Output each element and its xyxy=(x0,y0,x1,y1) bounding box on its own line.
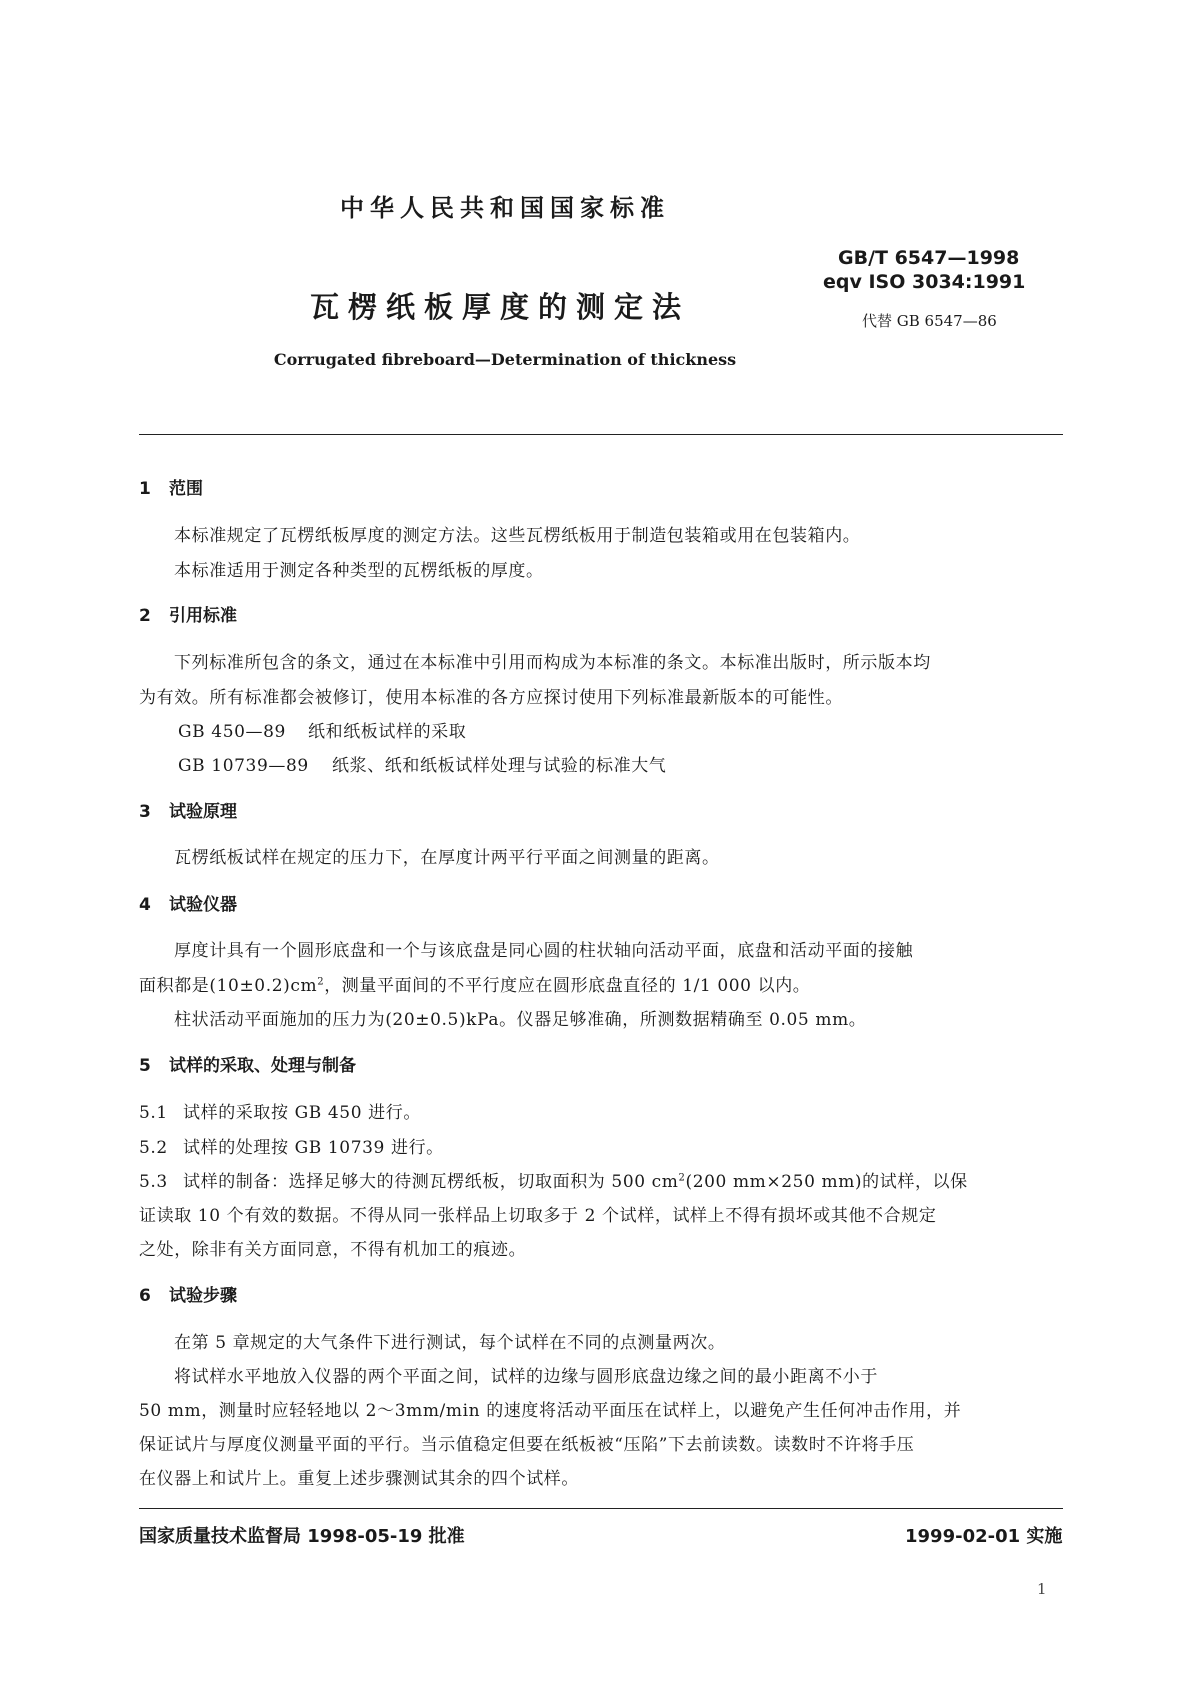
section-title: 引用标准 xyxy=(169,606,237,626)
section-title: 试验步骤 xyxy=(169,1286,237,1306)
superscript: 2 xyxy=(678,1172,686,1184)
superscript: 2 xyxy=(317,976,325,988)
section-5-heading xyxy=(139,1051,356,1076)
header-divider xyxy=(139,434,1063,435)
section-number: 6 xyxy=(139,1286,151,1306)
section-number: 4 xyxy=(139,895,151,915)
section-number: 2 xyxy=(139,606,151,626)
reference-item xyxy=(178,717,466,742)
iso-equivalent: eqv ISO 3034:1991 xyxy=(823,271,1026,293)
text-run: (200 mm×250 mm)的试样，以保 xyxy=(685,1172,968,1192)
reference-code: GB 450—89 xyxy=(178,722,286,742)
section-4-paragraph-line-1: 厚度计具有一个圆形底盘和一个与该底盘是同心圆的柱状轴向活动平面，底盘和活动平面的接触 xyxy=(174,941,914,961)
section-4-paragraph-line-2 xyxy=(139,971,810,996)
section-number: 5 xyxy=(139,1056,151,1076)
section-3-heading xyxy=(139,797,237,822)
section-6-paragraph-2-line-2: 50 mm，测量时应轻轻地以 2～3mm/min 的速度将活动平面压在试样上，以避免产生任何冲击作用，并 xyxy=(139,1401,962,1421)
reference-code: GB 10739—89 xyxy=(178,756,309,776)
subsection-text: 试样的处理按 GB 10739 进行。 xyxy=(183,1138,444,1158)
text-run: ，测量平面间的不平行度应在圆形底盘直径的 1/1 000 以内。 xyxy=(324,976,811,996)
subsection-item xyxy=(139,1133,444,1158)
page-number: 1 xyxy=(1037,1580,1047,1598)
section-title: 试验原理 xyxy=(169,802,237,822)
section-6-heading xyxy=(139,1281,237,1306)
approval-date: 国家质量技术监督局 1998-05-19 批准 xyxy=(139,1526,465,1547)
subsection-number: 5.2 xyxy=(139,1138,168,1158)
subsection-number: 5.3 xyxy=(139,1172,168,1192)
subsection-text: 试样的采取按 GB 450 进行。 xyxy=(183,1103,421,1123)
section-1-heading xyxy=(139,474,203,499)
text-run: 面积都是(10±0.2)cm xyxy=(139,976,318,996)
section-2-paragraph-line-2: 为有效。所有标准都会被修订，使用本标准的各方应探讨使用下列标准最新版本的可能性。 xyxy=(139,688,843,708)
section-title: 范围 xyxy=(169,479,203,499)
subsection-item xyxy=(139,1098,421,1123)
effective-date: 1999-02-01 实施 xyxy=(905,1526,1063,1547)
footer-divider xyxy=(139,1508,1063,1509)
replaces-standard: 代替 GB 6547—86 xyxy=(862,312,997,330)
standard-code: GB/T 6547—1998 xyxy=(838,247,1020,269)
document-title: 瓦楞纸板厚度的测定法 xyxy=(309,290,690,324)
section-title: 试样的采取、处理与制备 xyxy=(169,1056,356,1076)
subsection-item xyxy=(139,1167,968,1192)
document-title-english: Corrugated fibreboard—Determination of thickness xyxy=(273,350,737,369)
subsection-5-3-line-3: 之处，除非有关方面同意，不得有机加工的痕迹。 xyxy=(139,1240,527,1260)
section-title: 试验仪器 xyxy=(169,895,237,915)
reference-title: 纸浆、纸和纸板试样处理与试验的标准大气 xyxy=(332,756,667,776)
section-6-paragraph-2-line-3: 保证试片与厚度仪测量平面的平行。当示值稳定但要在纸板被“压陷”下去前读数。读数时不许将手压 xyxy=(139,1435,915,1455)
section-6-paragraph-1: 在第 5 章规定的大气条件下进行测试，每个试样在不同的点测量两次。 xyxy=(174,1333,726,1353)
reference-item xyxy=(178,751,666,776)
text-run: 试样的制备：选择足够大的待测瓦楞纸板，切取面积为 500 cm xyxy=(183,1172,679,1192)
section-1-paragraph-1: 本标准规定了瓦楞纸板厚度的测定方法。这些瓦楞纸板用于制造包装箱或用在包装箱内。 xyxy=(174,526,861,546)
section-3-paragraph: 瓦楞纸板试样在规定的压力下，在厚度计两平行平面之间测量的距离。 xyxy=(174,848,720,868)
section-6-paragraph-2-line-1: 将试样水平地放入仪器的两个平面之间，试样的边缘与圆形底盘边缘之间的最小距离不小于 xyxy=(174,1367,878,1387)
reference-title: 纸和纸板试样的采取 xyxy=(308,722,467,742)
subsection-number: 5.1 xyxy=(139,1103,168,1123)
national-standard-heading: 中华人民共和国国家标准 xyxy=(340,194,670,222)
section-number: 3 xyxy=(139,802,151,822)
section-4-heading xyxy=(139,890,237,915)
section-6-paragraph-2-line-4: 在仪器上和试片上。重复上述步骤测试其余的四个试样。 xyxy=(139,1469,579,1489)
section-2-paragraph-line-1: 下列标准所包含的条文，通过在本标准中引用而构成为本标准的条文。本标准出版时，所示版本均 xyxy=(174,653,931,673)
section-2-heading xyxy=(139,601,237,626)
subsection-5-3-line-2: 证读取 10 个有效的数据。不得从同一张样品上切取多于 2 个试样，试样上不得有损坏或其他不合规定 xyxy=(139,1206,937,1226)
section-number: 1 xyxy=(139,479,151,499)
section-4-paragraph-2: 柱状活动平面施加的压力为(20±0.5)kPa。仪器足够准确，所测数据精确至 0.05 mm。 xyxy=(174,1010,867,1030)
section-1-paragraph-2: 本标准适用于测定各种类型的瓦楞纸板的厚度。 xyxy=(174,561,544,581)
